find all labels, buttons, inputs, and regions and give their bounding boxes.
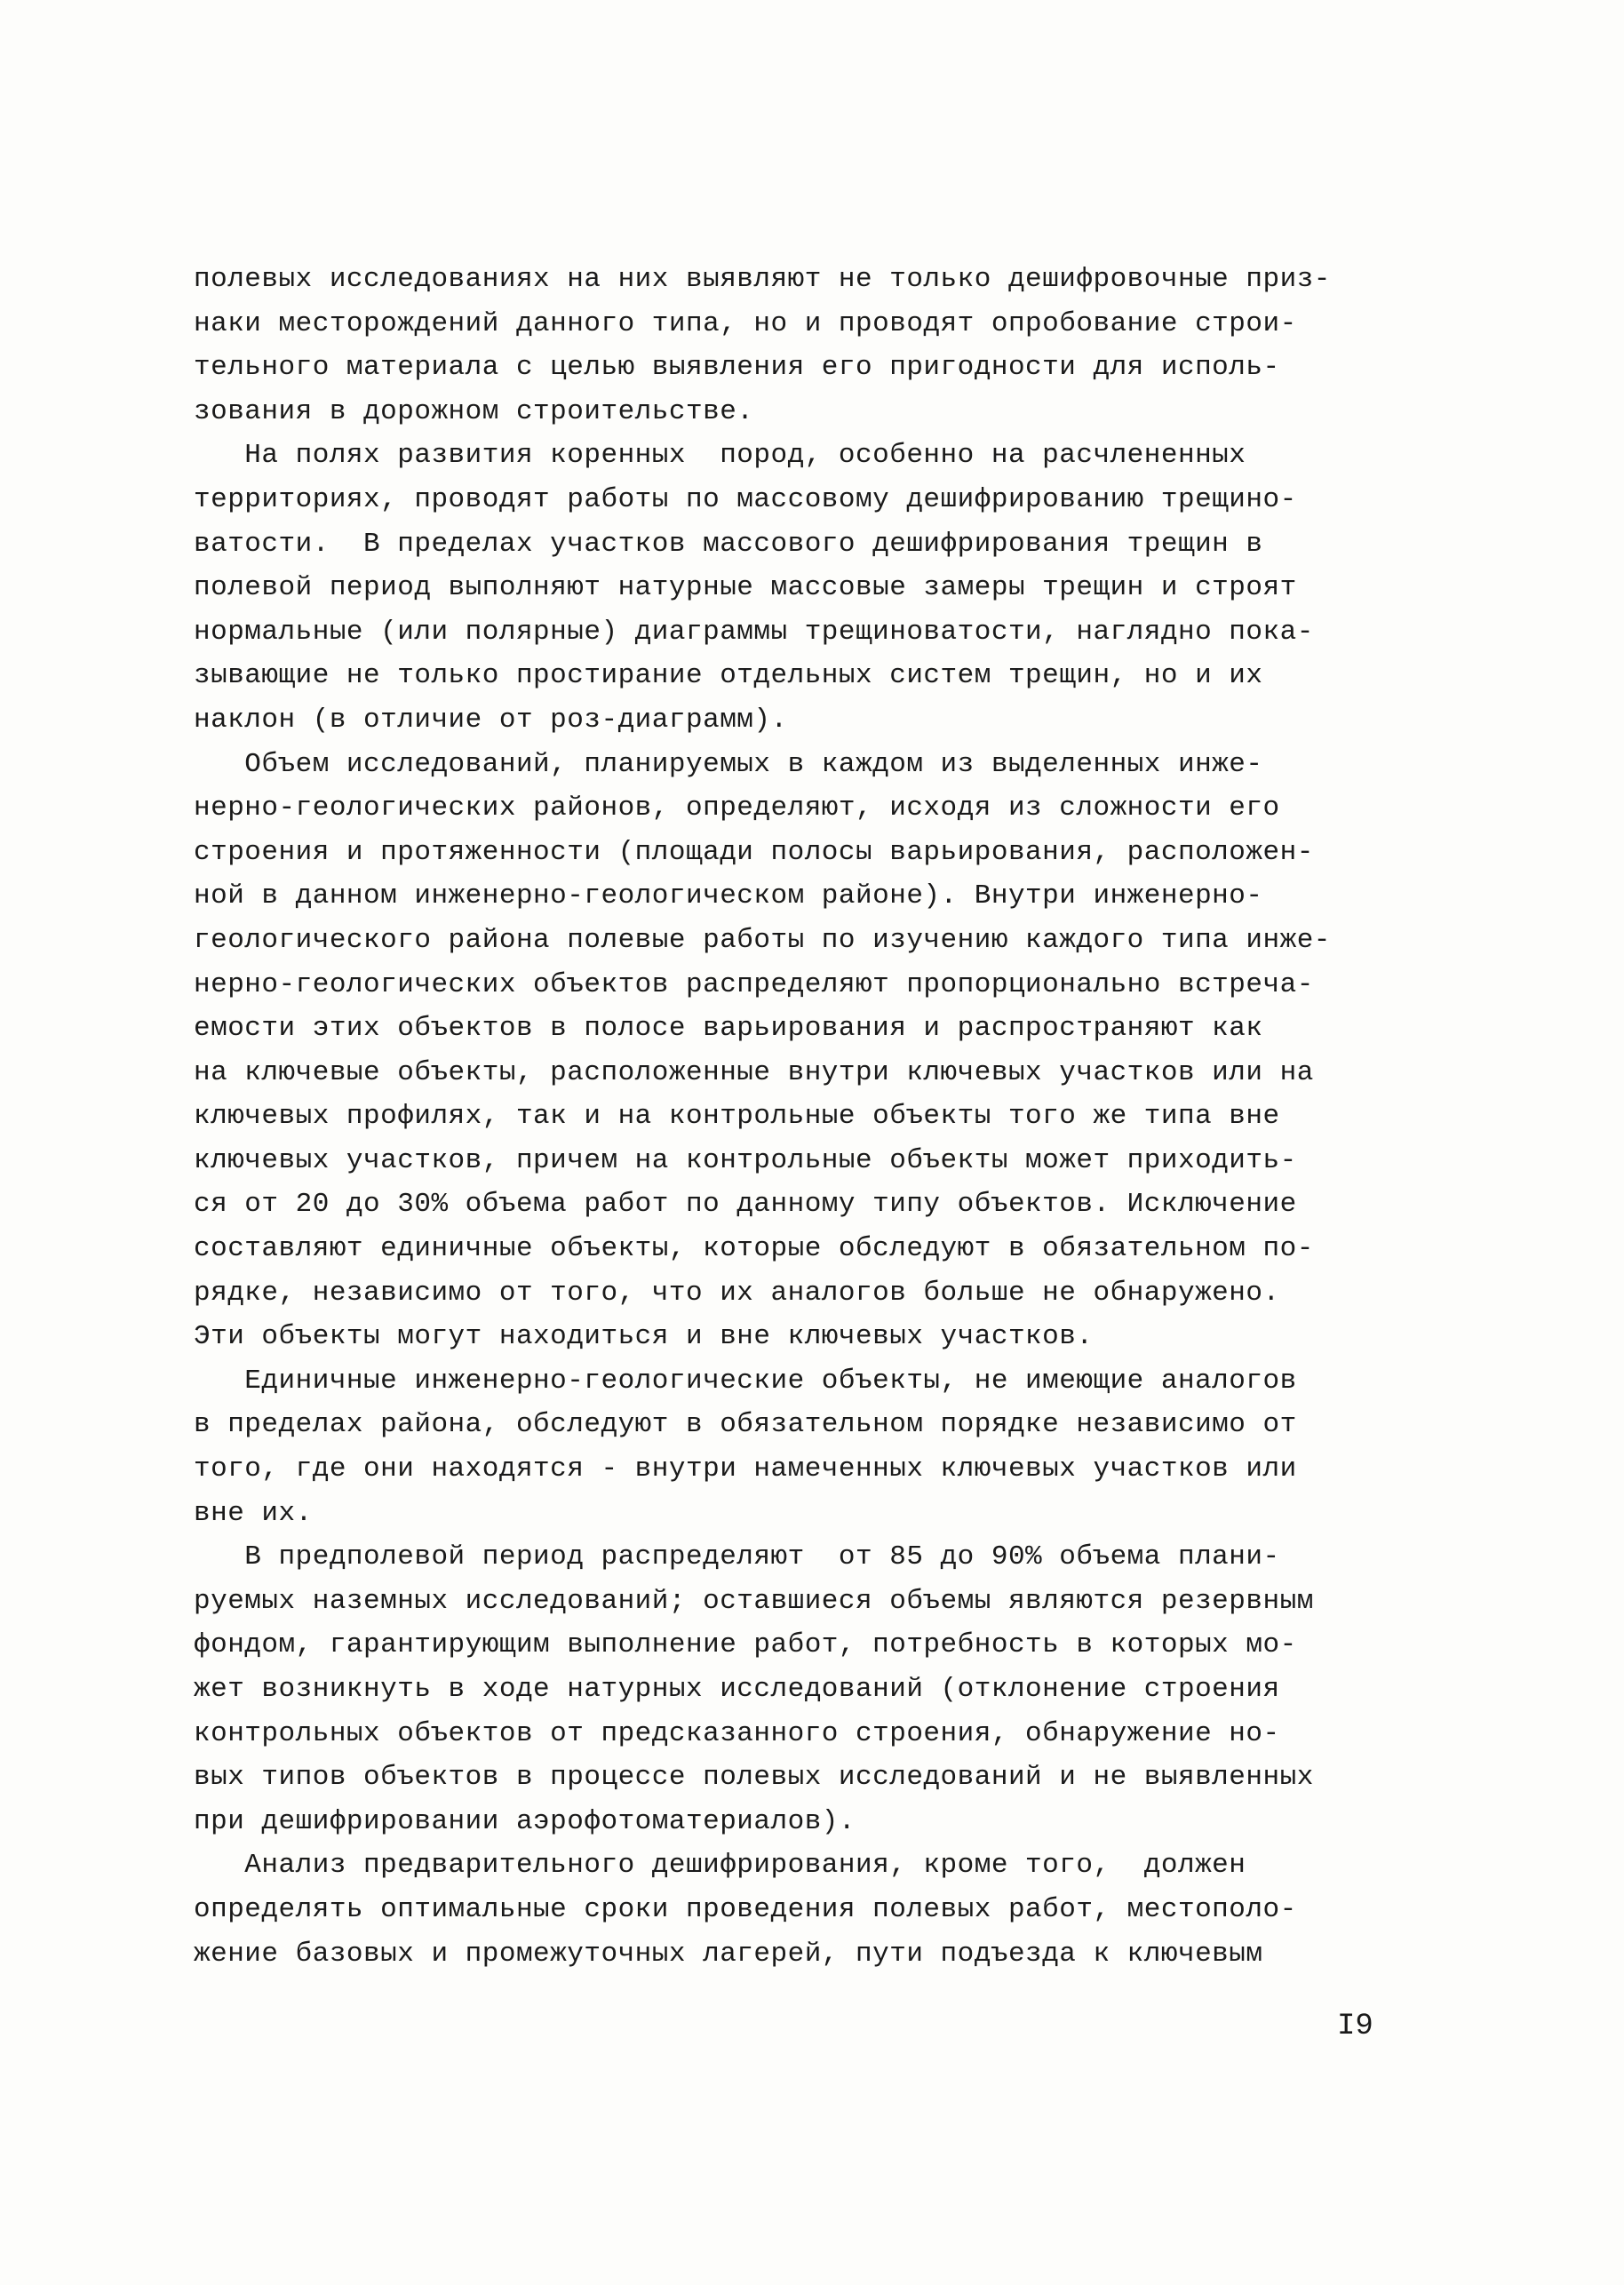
text-line: нерно-геологических районов, определяют, исходя из сложности его [194,792,1280,824]
text-line: геологического района полевые работы по изучению каждого типа инже- [194,924,1331,956]
text-line: строения и протяженности (площади полосы варьирования, расположен- [194,836,1314,868]
text-line: Анализ предварительного дешифрирования, кроме того, должен [194,1850,1246,1882]
text-line: определять оптимальные сроки проведения полевых работ, местополо- [194,1893,1297,1925]
text-line: жение базовых и промежуточных лагерей, пути подъезда к ключевым [194,1938,1263,1970]
text-line: полевых исследованиях на них выявляют не только дешифровочные приз- [194,264,1331,295]
text-line: наклон (в отличие от роз-диаграмм). [194,704,788,736]
text-line: в пределах района, обследуют в обязательном порядке независимо от [194,1409,1297,1441]
text-line: ной в данном инженерно-геологическом районе). Внутри инженерно- [194,880,1263,912]
text-line: ключевых участков, причем на контрольные объекты может приходить- [194,1144,1297,1176]
text-line: ватости. В пределах участков массового дешифрирования трещин в [194,528,1263,560]
text-line: В предполевой период распределяют от 85 до 90% объема плани- [194,1541,1280,1573]
text-line: вне их. [194,1497,313,1529]
text-line: руемых наземных исследований; оставшиеся объемы являются резервным [194,1585,1314,1617]
text-line: на ключевые объекты, расположенные внутри ключевых участков или на [194,1056,1314,1088]
text-line: Объем исследований, планируемых в каждом из выделенных инже- [194,748,1263,780]
page-number: I9 [1337,2010,1373,2043]
text-line: нормальные (или полярные) диаграммы трещиноватости, наглядно пока- [194,616,1314,648]
text-line: ся от 20 до 30% объема работ по данному типу объектов. Исключение [194,1189,1297,1221]
text-line: Единичные инженерно-геологические объекты, не имеющие аналогов [194,1365,1297,1397]
text-line: территориях, проводят работы по массовому дешифрированию трещино- [194,483,1297,515]
text-line: составляют единичные объекты, которые обследуют в обязательном по- [194,1233,1314,1265]
text-line: жет возникнуть в ходе натурных исследований (отклонение строения [194,1674,1280,1705]
body-text [194,258,1420,1976]
text-line: вых типов объектов в процессе полевых исследований и не выявленных [194,1762,1314,1794]
text-line: зывающие не только простирание отдельных систем трещин, но и их [194,660,1263,692]
text-line: Эти объекты могут находиться и вне ключевых участков. [194,1321,1094,1353]
text-line: наки месторождений данного типа, но и проводят опробование строи- [194,307,1297,339]
text-line: рядке, независимо от того, что их аналогов больше не обнаружено. [194,1277,1280,1309]
text-line: того, где они находятся - внутри намеченных ключевых участков или [194,1453,1297,1485]
text-line: при дешифрировании аэрофотоматериалов). [194,1805,856,1837]
text-line: емости этих объектов в полосе варьирования и распространяют как [194,1013,1263,1045]
text-line: На полях развития коренных пород, особенно на расчлененных [194,440,1246,472]
text-line: тельного материала с целью выявления его пригодности для исполь- [194,352,1280,384]
text-line: контрольных объектов от предсказанного строения, обнаружение но- [194,1717,1280,1749]
text-line: зования в дорожном строительстве. [194,395,754,427]
text-line: полевой период выполняют натурные массовые замеры трещин и строят [194,572,1297,604]
text-line: ключевых профилях, так и на контрольные объекты того же типа вне [194,1101,1280,1133]
text-line: нерно-геологических объектов распределяют пропорционально встреча- [194,968,1314,1000]
text-line: фондом, гарантирующим выполнение работ, потребность в которых мо- [194,1629,1297,1661]
